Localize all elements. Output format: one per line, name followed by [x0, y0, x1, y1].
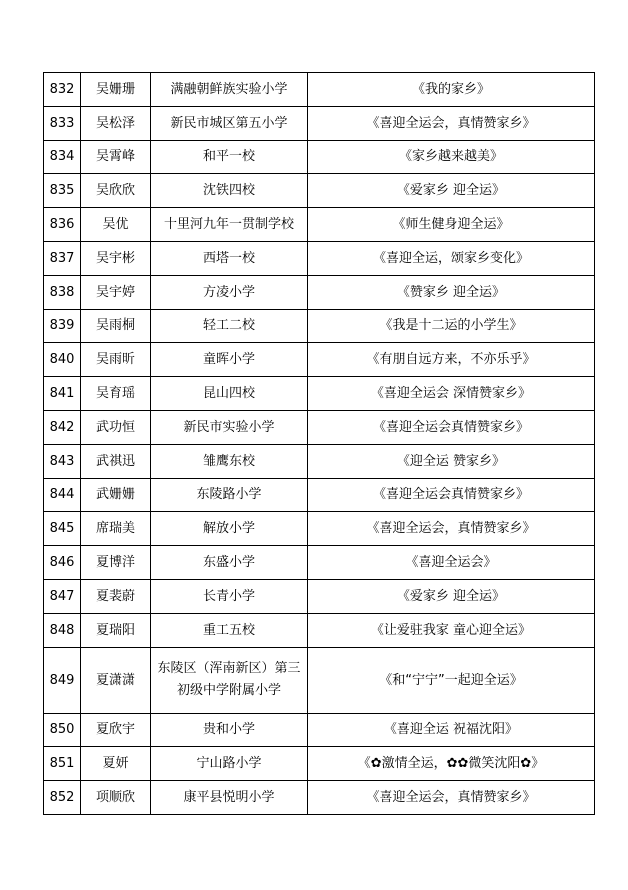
cell-school: 西塔一校 — [151, 241, 308, 275]
cell-name: 吴姗珊 — [81, 73, 151, 107]
table-row — [44, 713, 595, 747]
cell-title: 《喜迎全运会，真情赞家乡》 — [308, 512, 595, 546]
table-row — [44, 241, 595, 275]
cell-number: 836 — [44, 208, 81, 242]
cell-name: 吴霄峰 — [81, 140, 151, 174]
cell-number: 839 — [44, 309, 81, 343]
cell-title: 《喜迎全运会真情赞家乡》 — [308, 478, 595, 512]
cell-school: 东陵路小学 — [151, 478, 308, 512]
cell-school: 东盛小学 — [151, 546, 308, 580]
cell-school: 东陵区（浑南新区）第三初级中学附属小学 — [151, 647, 308, 713]
table-row — [44, 309, 595, 343]
cell-school: 昆山四校 — [151, 377, 308, 411]
table-row — [44, 579, 595, 613]
cell-school: 解放小学 — [151, 512, 308, 546]
cell-name: 夏欣宇 — [81, 713, 151, 747]
cell-number: 833 — [44, 106, 81, 140]
cell-number: 851 — [44, 747, 81, 781]
cell-title: 《赞家乡 迎全运》 — [308, 275, 595, 309]
cell-school: 童晖小学 — [151, 343, 308, 377]
cell-school: 宁山路小学 — [151, 747, 308, 781]
cell-number: 837 — [44, 241, 81, 275]
table-row — [44, 647, 595, 713]
cell-school: 新民市实验小学 — [151, 410, 308, 444]
table-row — [44, 410, 595, 444]
table-row — [44, 512, 595, 546]
cell-number: 852 — [44, 781, 81, 815]
table-row — [44, 747, 595, 781]
table-row — [44, 478, 595, 512]
cell-name: 吴优 — [81, 208, 151, 242]
cell-name: 夏妍 — [81, 747, 151, 781]
table-row — [44, 106, 595, 140]
cell-name: 吴雨昕 — [81, 343, 151, 377]
cell-number: 840 — [44, 343, 81, 377]
cell-school: 沈铁四校 — [151, 174, 308, 208]
cell-title: 《喜迎全运会真情赞家乡》 — [308, 410, 595, 444]
cell-title: 《师生健身迎全运》 — [308, 208, 595, 242]
cell-title: 《我是十二运的小学生》 — [308, 309, 595, 343]
table-row — [44, 613, 595, 647]
cell-number: 841 — [44, 377, 81, 411]
cell-name: 吴宇婷 — [81, 275, 151, 309]
cell-number: 848 — [44, 613, 81, 647]
cell-title: 《让爱驻我家 童心迎全运》 — [308, 613, 595, 647]
cell-school: 十里河九年一贯制学校 — [151, 208, 308, 242]
cell-number: 850 — [44, 713, 81, 747]
cell-title: 《我的家乡》 — [308, 73, 595, 107]
table-row — [44, 444, 595, 478]
roster-table — [43, 72, 595, 815]
cell-school: 轻工二校 — [151, 309, 308, 343]
cell-school: 贵和小学 — [151, 713, 308, 747]
cell-number: 849 — [44, 647, 81, 713]
cell-title: 《喜迎全运会》 — [308, 546, 595, 580]
table-row — [44, 208, 595, 242]
cell-title: 《喜迎全运会 深情赞家乡》 — [308, 377, 595, 411]
cell-school: 和平一校 — [151, 140, 308, 174]
cell-name: 吴欣欣 — [81, 174, 151, 208]
cell-school: 重工五校 — [151, 613, 308, 647]
cell-number: 832 — [44, 73, 81, 107]
cell-name: 项顺欣 — [81, 781, 151, 815]
table-row — [44, 781, 595, 815]
cell-school: 满融朝鲜族实验小学 — [151, 73, 308, 107]
cell-name: 夏博洋 — [81, 546, 151, 580]
cell-name: 席瑞美 — [81, 512, 151, 546]
cell-school: 方凌小学 — [151, 275, 308, 309]
table-row — [44, 275, 595, 309]
cell-title: 《✿激情全运，✿✿微笑沈阳✿》 — [308, 747, 595, 781]
cell-name: 武姗姗 — [81, 478, 151, 512]
cell-number: 845 — [44, 512, 81, 546]
cell-number: 835 — [44, 174, 81, 208]
cell-school: 雏鹰东校 — [151, 444, 308, 478]
table-row — [44, 377, 595, 411]
table-row — [44, 140, 595, 174]
cell-number: 847 — [44, 579, 81, 613]
cell-name: 夏瑞阳 — [81, 613, 151, 647]
cell-title: 《迎全运 赞家乡》 — [308, 444, 595, 478]
cell-title: 《喜迎全运，颂家乡变化》 — [308, 241, 595, 275]
table-row — [44, 546, 595, 580]
table-row — [44, 73, 595, 107]
table-row — [44, 343, 595, 377]
cell-name: 吴雨桐 — [81, 309, 151, 343]
cell-number: 843 — [44, 444, 81, 478]
cell-number: 844 — [44, 478, 81, 512]
cell-name: 武功恒 — [81, 410, 151, 444]
cell-name: 吴松泽 — [81, 106, 151, 140]
table-row — [44, 174, 595, 208]
cell-number: 838 — [44, 275, 81, 309]
cell-number: 834 — [44, 140, 81, 174]
cell-name: 吴育瑶 — [81, 377, 151, 411]
cell-school: 新民市城区第五小学 — [151, 106, 308, 140]
cell-number: 846 — [44, 546, 81, 580]
cell-title: 《家乡越来越美》 — [308, 140, 595, 174]
cell-title: 《喜迎全运 祝福沈阳》 — [308, 713, 595, 747]
cell-name: 武祺迅 — [81, 444, 151, 478]
cell-title: 《和“宁宁”一起迎全运》 — [308, 647, 595, 713]
cell-school: 长青小学 — [151, 579, 308, 613]
cell-name: 夏裴蔚 — [81, 579, 151, 613]
cell-title: 《爱家乡 迎全运》 — [308, 174, 595, 208]
cell-name: 夏潇潇 — [81, 647, 151, 713]
cell-title: 《喜迎全运会，真情赞家乡》 — [308, 781, 595, 815]
cell-number: 842 — [44, 410, 81, 444]
cell-school: 康平县悦明小学 — [151, 781, 308, 815]
cell-title: 《爱家乡 迎全运》 — [308, 579, 595, 613]
cell-name: 吴宇彬 — [81, 241, 151, 275]
cell-title: 《有朋自远方来，不亦乐乎》 — [308, 343, 595, 377]
cell-title: 《喜迎全运会，真情赞家乡》 — [308, 106, 595, 140]
